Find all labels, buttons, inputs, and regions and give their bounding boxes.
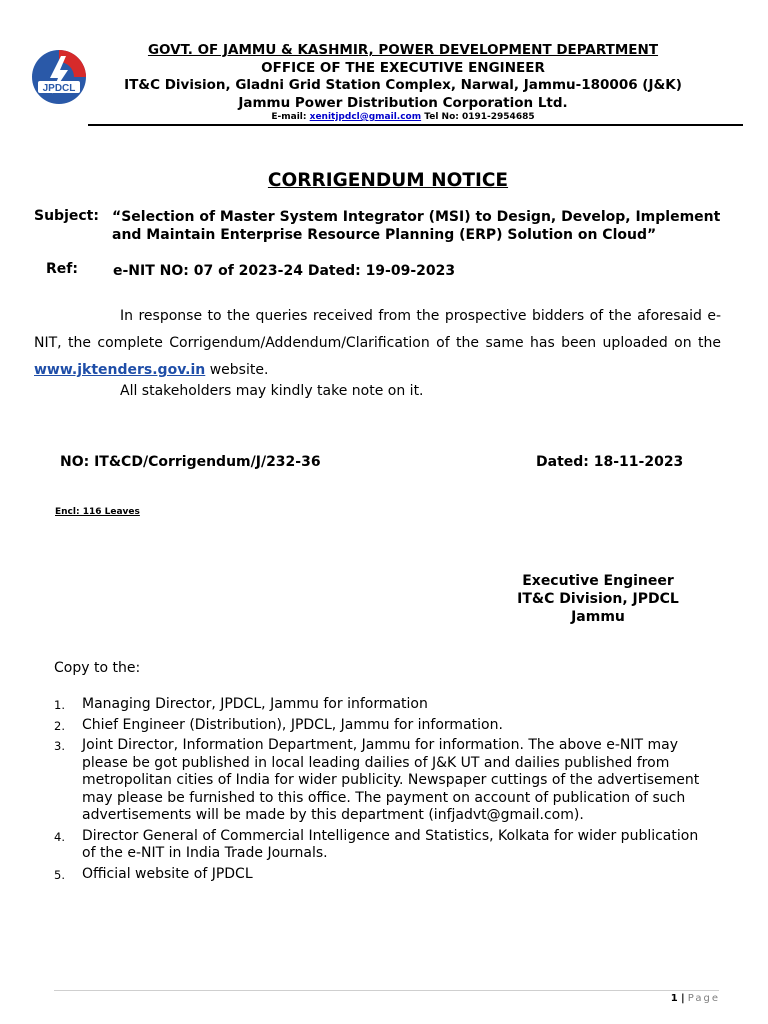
signature-block xyxy=(488,572,708,626)
issue-date: Dated: 18-11-2023 xyxy=(536,454,684,470)
notice-title: CORRIGENDUM NOTICE xyxy=(267,170,509,191)
page-number: 1 xyxy=(670,993,678,1004)
list-number: 3. xyxy=(54,739,65,753)
list-item xyxy=(54,696,714,714)
email-link[interactable]: xenitjpdcl@gmail.com xyxy=(309,112,422,122)
list-item xyxy=(54,828,714,863)
logo-text: JPDCL xyxy=(42,83,76,94)
body-text-end: website. xyxy=(209,362,269,378)
signatory-title: Executive Engineer xyxy=(522,573,674,589)
logo-emblem-icon xyxy=(30,48,88,106)
body-paragraph xyxy=(34,303,721,384)
header-divider xyxy=(88,124,743,126)
stakeholder-note: All stakeholders may kindly take note on it. xyxy=(120,383,424,399)
list-text: Director General of Commercial Intelligence and Statistics, Kolkata for wider publication of the e-NIT in India Trade Journals. xyxy=(82,827,699,861)
ref-label: Ref: xyxy=(46,261,78,277)
list-item xyxy=(54,717,714,735)
header-office: OFFICE OF THE EXECUTIVE ENGINEER xyxy=(261,60,545,76)
header-corporation: Jammu Power Distribution Corporation Ltd. xyxy=(238,95,568,111)
jktenders-link[interactable]: www.jktenders.gov.in xyxy=(34,362,206,378)
enclosure-note: Encl: 116 Leaves xyxy=(55,507,140,517)
tel-number: Tel No: 0191-2954685 xyxy=(424,112,535,122)
list-text: Managing Director, JPDCL, Jammu for information xyxy=(82,696,428,712)
list-item xyxy=(54,737,714,825)
subject-text: “Selection of Master System Integrator (MSI) to Design, Develop, Implement and Maintain Enterprise Resource Planning (ERP) Solution on Cloud” xyxy=(112,209,721,243)
list-number: 5. xyxy=(54,867,65,882)
copy-list xyxy=(54,696,714,886)
reference-number: NO: IT&CD/Corrigendum/J/232-36 xyxy=(60,454,321,470)
copy-to-heading: Copy to the: xyxy=(54,660,141,676)
signatory-location: Jammu xyxy=(571,609,625,625)
header-contact xyxy=(88,112,718,122)
email-label: E-mail: xyxy=(271,112,307,122)
list-text: Official website of JPDCL xyxy=(82,865,253,882)
page-word: Page xyxy=(687,993,720,1004)
list-number: 2. xyxy=(54,718,65,733)
page-footer xyxy=(600,993,720,1004)
list-text: Joint Director, Information Department, Jammu for information. The above e-NIT may please be got published in local leading dailies of J&K UT and dailies published from metropolitan cities of India for wider publicity. Newspaper cuttings of the advertisement may please be furnished to this office. The payment on account of publication of such advertisements will be made by this department (infjadvt@gmail.com). xyxy=(82,737,700,823)
list-number: 1. xyxy=(54,698,65,712)
footer-divider xyxy=(54,990,719,991)
body-text: In response to the queries received from the prospective bidders of the aforesaid e-NIT, the complete Corrigendum/Addendum/Clarification of the same has been uploaded on the xyxy=(34,308,721,351)
subject-label: Subject: xyxy=(34,208,99,224)
page-separator: | xyxy=(680,993,685,1004)
ref-text: e-NIT NO: 07 of 2023-24 Dated: 19-09-2023 xyxy=(113,263,456,279)
jpdcl-logo xyxy=(30,48,88,106)
signatory-division: IT&C Division, JPDCL xyxy=(517,591,679,607)
list-item xyxy=(54,866,714,884)
header-department: GOVT. OF JAMMU & KASHMIR, POWER DEVELOPMENT DEPARTMENT xyxy=(147,42,659,58)
list-text: Chief Engineer (Distribution), JPDCL, Jammu for information. xyxy=(82,716,503,733)
list-number: 4. xyxy=(54,829,65,844)
header-address: IT&C Division, Gladni Grid Station Complex, Narwal, Jammu-180006 (J&K) xyxy=(124,77,682,93)
